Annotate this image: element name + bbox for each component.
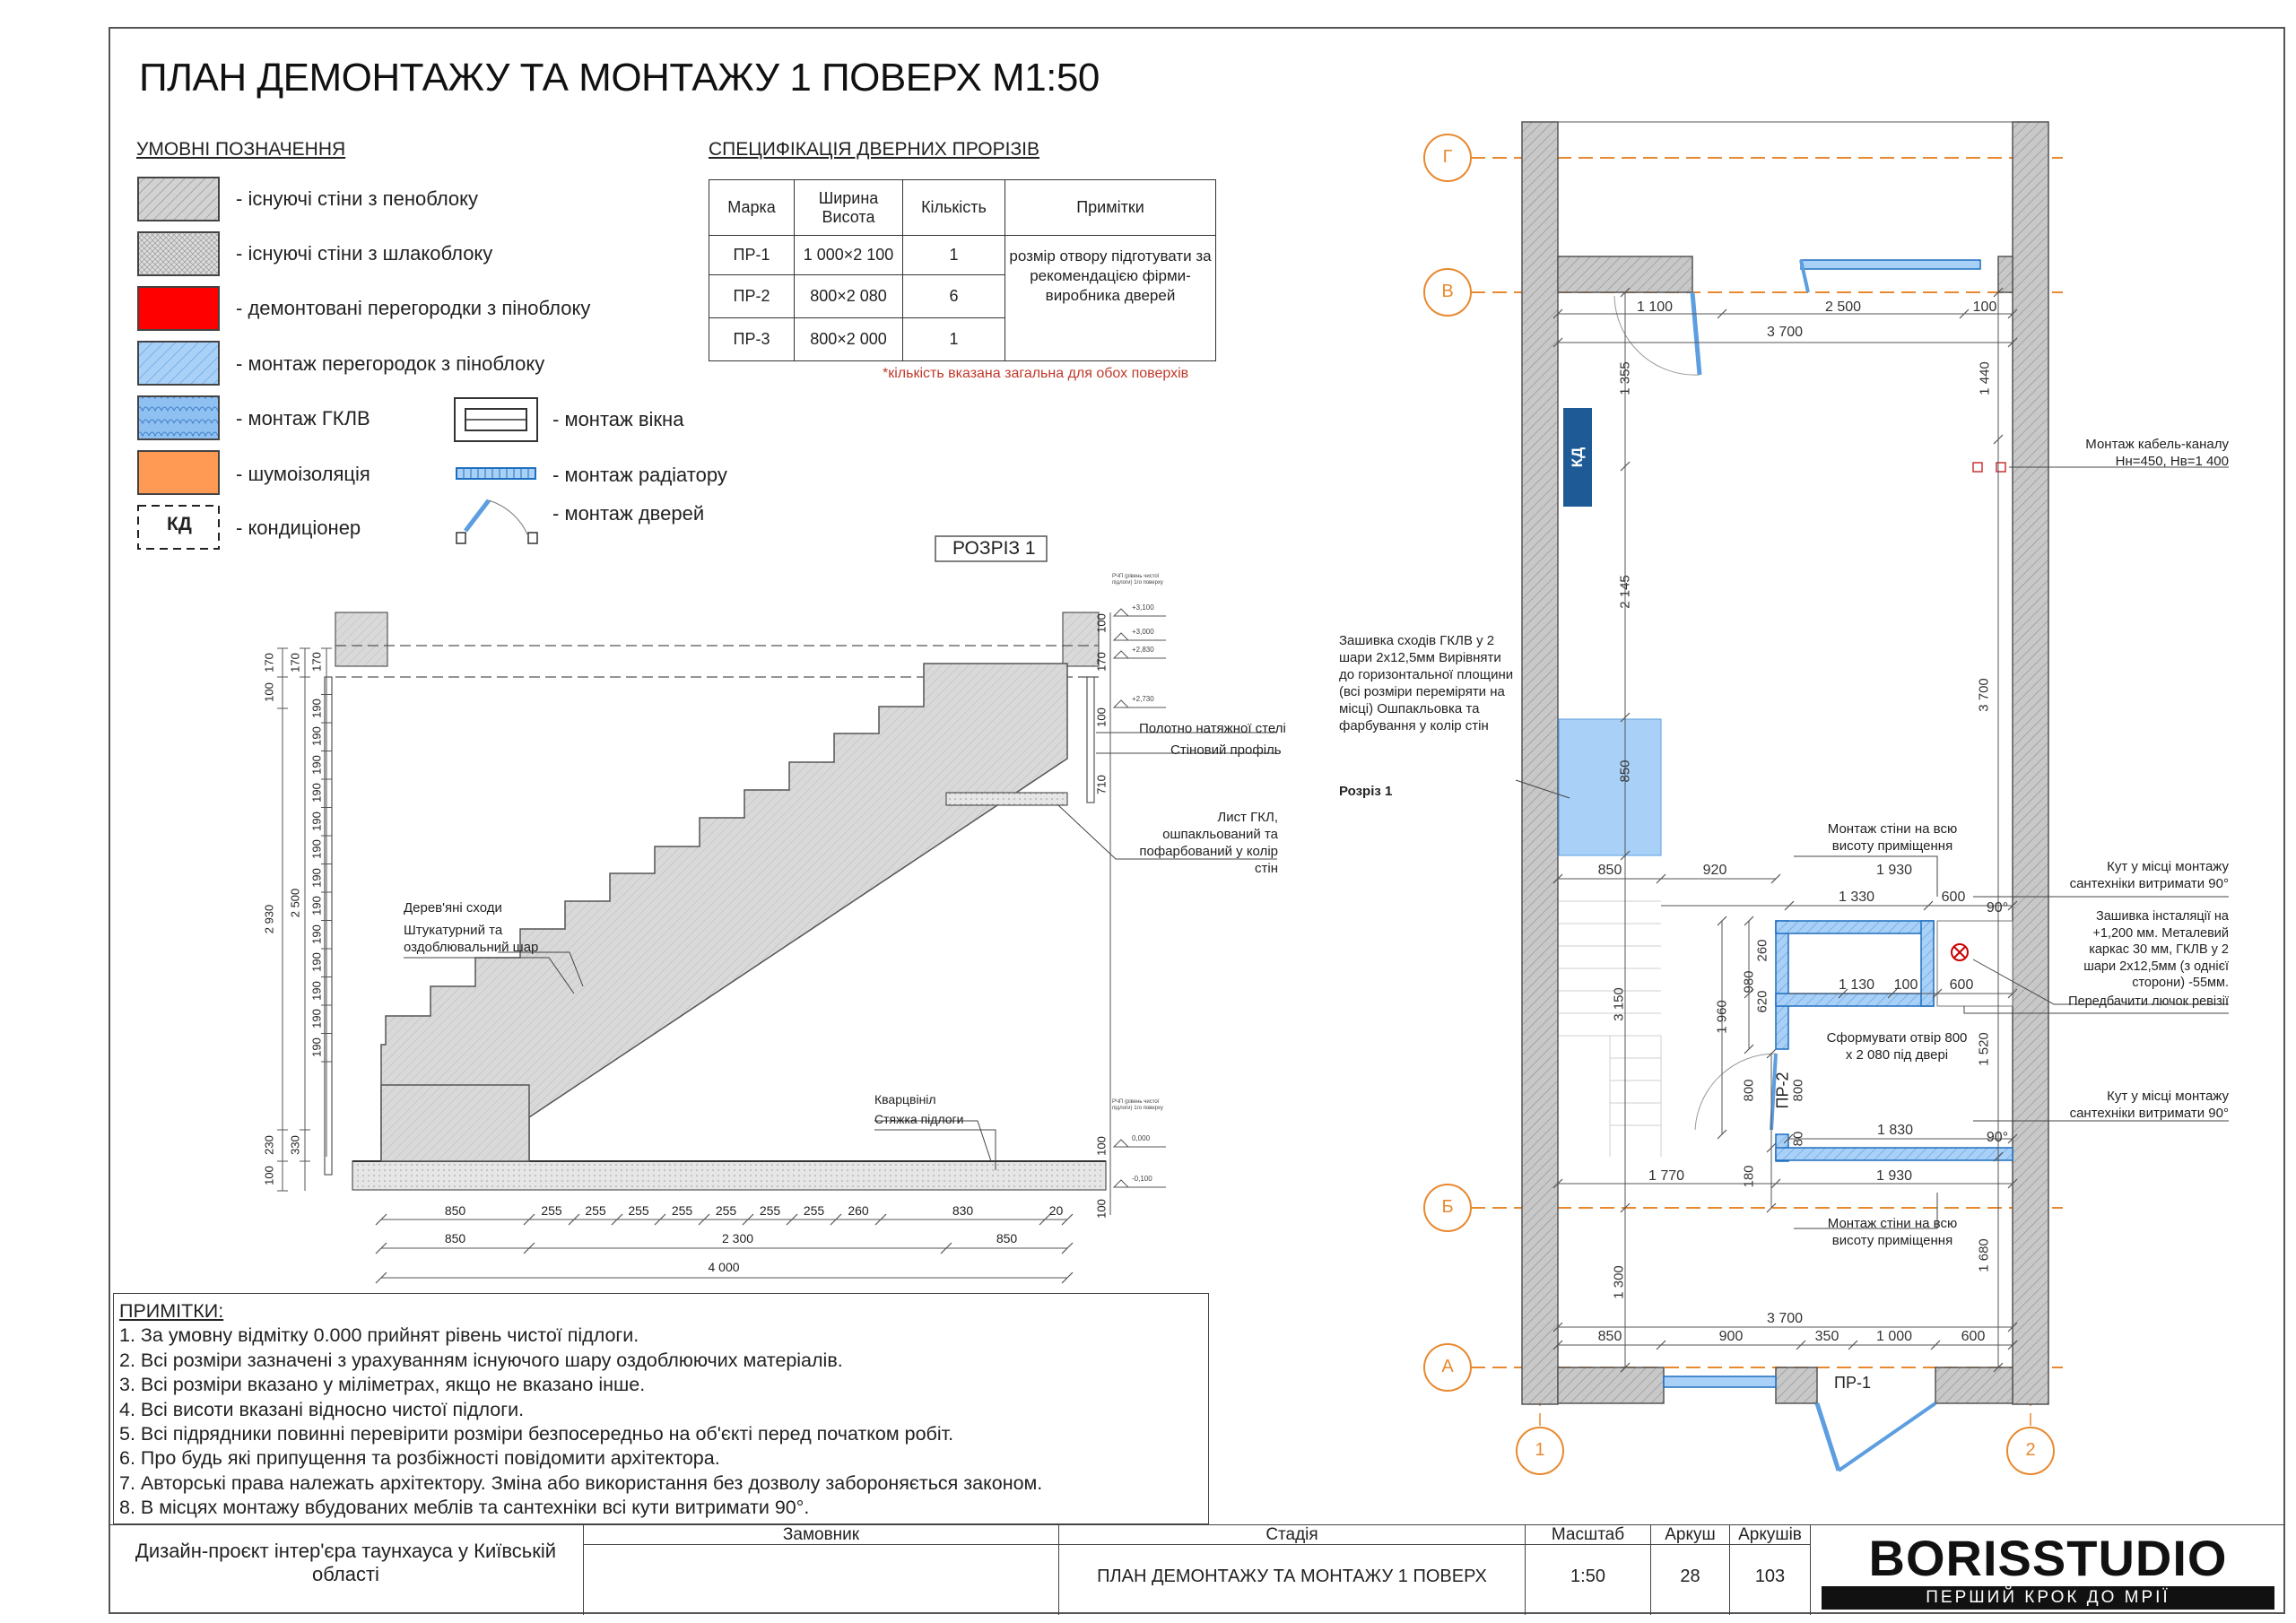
tb-sheet-label: Аркуш bbox=[1651, 1525, 1730, 1545]
note-line: 2. Всі розміри зазначені з урахуванням існуючого шару оздоблюючих матеріалів. bbox=[119, 1349, 843, 1371]
plan-dim: 3 700 bbox=[1976, 678, 1992, 712]
axis-row-label: Б bbox=[1441, 1197, 1454, 1217]
spec-size: 1 000×2 100 bbox=[795, 236, 903, 275]
tb-sheets: 103 bbox=[1730, 1545, 1811, 1615]
plan-dim: 850 bbox=[1597, 1329, 1622, 1344]
note-stairs-cladding: Зашивка сходів ГКЛВ у 2 шари 2х12,5мм Вирівняти до горизонтальної площини (всі розміри переміряти на місці) Ошпакльовка та фарбування у колір стін bbox=[1339, 633, 1514, 733]
level-label: 0,000 bbox=[1132, 1134, 1151, 1142]
label-ceiling: Полотно натяжної стелі bbox=[1139, 721, 1286, 736]
note-door-opening: Сформувати отвір 800 х 2 080 під двері bbox=[1826, 1030, 1968, 1063]
spec-footnote: *кількість вказана загальна для обох поверхів bbox=[883, 366, 1189, 381]
plan-dim: 90° bbox=[1986, 900, 2009, 916]
dim-label: 170 bbox=[262, 653, 276, 673]
plan-dim: 1 300 bbox=[1611, 1265, 1627, 1299]
legend-item-soundproof: - шумоізоляція bbox=[236, 463, 370, 485]
label-screed: Стяжка підлоги bbox=[874, 1112, 964, 1126]
label-vinyl: Кварцвініл bbox=[874, 1092, 936, 1107]
wall-left bbox=[1522, 122, 1558, 1404]
plan-dim: 600 bbox=[1961, 1329, 1986, 1344]
dim-label: 255 bbox=[715, 1203, 737, 1218]
plan-dim: 850 bbox=[1597, 863, 1622, 878]
title-block bbox=[109, 1524, 2285, 1614]
plan-dim: 90° bbox=[1986, 1130, 2009, 1145]
level-label: +3,000 bbox=[1132, 628, 1154, 636]
tb-stage-label: Стадія bbox=[1059, 1525, 1526, 1545]
plan-dim: 100 bbox=[1972, 299, 1997, 315]
dim-label: 830 bbox=[952, 1203, 974, 1218]
dim-label: 170 bbox=[309, 652, 324, 672]
dim-label: 100 bbox=[262, 682, 276, 702]
tiny-level-label: РЧП (рівень чистої підлоги) 1го поверху bbox=[1112, 574, 1163, 586]
plan-dim: 980 bbox=[1741, 970, 1757, 994]
label-plaster: Штукатурний та оздоблювальний шар bbox=[404, 923, 539, 955]
label-gkl: Лист ГКЛ, ошпакльований та пофарбований у колір стін bbox=[1139, 810, 1278, 876]
tb-sheet: 28 bbox=[1651, 1545, 1730, 1615]
ac-code: КД bbox=[167, 514, 192, 534]
ac-label: КД bbox=[1569, 447, 1586, 468]
note-line: 1. За умовну відмітку 0.000 прийнят рівень чистої підлоги. bbox=[119, 1324, 639, 1347]
wall-g-right bbox=[1998, 256, 2013, 292]
tb-project: Дизайн-проєкт інтер'єра таунхауса у Київській області bbox=[109, 1525, 584, 1615]
dim-label: 190 bbox=[309, 811, 324, 831]
note-stairs-ref: Розріз 1 bbox=[1339, 784, 1393, 799]
note-line: 5. Всі підрядники повинні перевірити розміри безпосередньо на об'єкті перед початком робіт. bbox=[119, 1423, 954, 1445]
dim-label: 100 bbox=[1094, 613, 1109, 633]
note-corner-angle: Кут у місці монтажу сантехніки витримати 90° bbox=[2069, 859, 2229, 891]
plan-dim: 1 440 bbox=[1977, 361, 1993, 395]
dim-label: 190 bbox=[309, 1037, 324, 1057]
spec-count: 1 bbox=[903, 236, 1005, 275]
dim-label: 850 bbox=[444, 1231, 466, 1245]
level-label: +3,100 bbox=[1132, 603, 1154, 612]
plan-dim: 1 770 bbox=[1648, 1168, 1685, 1184]
dim-label: 190 bbox=[309, 952, 324, 972]
note-cable-heights: Hн=450, Hв=1 400 bbox=[2115, 454, 2229, 469]
spec-heading: СПЕЦИФІКАЦІЯ ДВЕРНИХ ПРОРІЗІВ bbox=[709, 139, 1039, 160]
dim-label: 190 bbox=[309, 698, 324, 718]
dim-label: 710 bbox=[1094, 775, 1109, 794]
dim-label: 255 bbox=[628, 1203, 649, 1218]
dim-label: 850 bbox=[444, 1203, 466, 1218]
legend-item-foam: - існуючі стіни з пеноблоку bbox=[236, 187, 479, 210]
level-label: +2,830 bbox=[1132, 646, 1154, 654]
plan-dim: 1 680 bbox=[1976, 1238, 1992, 1272]
stair-cladding bbox=[1559, 719, 1661, 855]
dim-label: 255 bbox=[803, 1203, 825, 1218]
dim-label: 100 bbox=[262, 1166, 276, 1185]
plan-dim: 2 500 bbox=[1824, 299, 1862, 315]
door-mark-pr2: ПР-2 bbox=[1773, 1072, 1792, 1109]
spec-note-text: розмір отвору підготувати за рекомендацією фірми-виробника дверей bbox=[1005, 236, 1216, 361]
tb-customer-value bbox=[584, 1545, 1059, 1615]
plan-dim: 80 bbox=[1790, 1131, 1806, 1147]
spec-mark: ПР-2 bbox=[709, 275, 795, 318]
wall-a-1 bbox=[1558, 1367, 1664, 1403]
dim-label: 2 300 bbox=[721, 1231, 754, 1245]
plan-dim: 920 bbox=[1702, 863, 1727, 878]
legend-heading: УМОВНІ ПОЗНАЧЕННЯ bbox=[136, 139, 346, 160]
plan-dim: 1 520 bbox=[1976, 1032, 1992, 1066]
dim-label: 190 bbox=[309, 726, 324, 746]
plan-dim: 600 bbox=[1941, 890, 1966, 905]
axis-row-label: А bbox=[1441, 1357, 1454, 1376]
dim-label: 100 bbox=[1094, 1199, 1109, 1219]
brand-slogan: ПЕРШИЙ КРОК ДО МРІЇ bbox=[1822, 1586, 2274, 1610]
dim-label: 190 bbox=[309, 1009, 324, 1028]
note-cable-channel: Монтаж кабель-каналу bbox=[2085, 437, 2229, 452]
dim-label: 190 bbox=[309, 924, 324, 944]
dim-label: 170 bbox=[1094, 652, 1109, 672]
note-line: 8. В місцях монтажу вбудованих меблів та сантехніки всі кути витримати 90°. bbox=[119, 1497, 810, 1519]
wall-g-left bbox=[1558, 256, 1692, 292]
label-profile: Стіновий профіль bbox=[1170, 742, 1282, 758]
dim-label: 255 bbox=[759, 1203, 781, 1218]
note-wall-full-height: Монтаж стіни на всю висоту приміщення bbox=[1827, 1216, 1958, 1248]
plan-dim: 900 bbox=[1718, 1329, 1744, 1344]
plan-dim: 1 330 bbox=[1838, 890, 1875, 905]
legend-item-ac: - кондиціонер bbox=[236, 516, 361, 539]
window-bottom bbox=[1664, 1376, 1776, 1387]
plan-dim: 180 bbox=[1741, 1165, 1757, 1188]
spec-size: 800×2 080 bbox=[795, 275, 903, 318]
axis-row-label: В bbox=[1441, 282, 1454, 301]
door-pr2 bbox=[1695, 1054, 1776, 1130]
axis-col-label: 2 bbox=[2025, 1440, 2036, 1460]
sheet-title: ПЛАН ДЕМОНТАЖУ ТА МОНТАЖУ 1 ПОВЕРХ М1:50 bbox=[139, 56, 1100, 100]
tb-scale-label: Масштаб bbox=[1526, 1525, 1651, 1545]
plan-dim: 1 355 bbox=[1617, 361, 1633, 395]
tb-drawing-name: ПЛАН ДЕМОНТАЖУ ТА МОНТАЖУ 1 ПОВЕРХ bbox=[1059, 1545, 1526, 1615]
spec-mark: ПР-1 bbox=[709, 236, 795, 275]
dim-label: 255 bbox=[671, 1203, 693, 1218]
plan-dim: 350 bbox=[1814, 1329, 1839, 1344]
spec-count: 6 bbox=[903, 275, 1005, 318]
section-title: РОЗРІЗ 1 bbox=[952, 538, 1036, 559]
notes-heading: ПРИМІТКИ: bbox=[119, 1300, 224, 1322]
dim-total: 4 000 bbox=[708, 1260, 740, 1274]
spec-col-count: Кількість bbox=[903, 180, 1005, 236]
note-installation-cladding: Зашивка інсталяції на +1,200 мм. Металевий каркас 30 мм, ГКЛВ у 2 шари 2х12,5мм (з однієї сторони) -55мм. bbox=[2083, 909, 2229, 990]
level-label: -0,100 bbox=[1132, 1175, 1152, 1183]
dim-label: 100 bbox=[1094, 707, 1109, 727]
stairs-outline bbox=[1559, 879, 1661, 1157]
tb-sheets-label: Аркушів bbox=[1730, 1525, 1811, 1545]
axis-bubbles bbox=[1424, 135, 2054, 1474]
note-revision-hatch: Передбачити лючок ревізії bbox=[2068, 994, 2229, 1009]
axis-col-label: 1 bbox=[1535, 1440, 1545, 1460]
label-stairs: Дерев'яні сходи bbox=[404, 900, 502, 916]
dim-label: 255 bbox=[585, 1203, 606, 1218]
plan-dim: 800 bbox=[1741, 1079, 1757, 1102]
plan-dim: 1 130 bbox=[1838, 977, 1875, 993]
plan-dim: 3 150 bbox=[1611, 987, 1627, 1021]
tiny-level-label: РЧП (рівень чистої підлоги) 1го поверху bbox=[1112, 1099, 1163, 1111]
spec-col-notes: Примітки bbox=[1005, 180, 1216, 236]
legend-item-demolished: - демонтовані перегородки з піноблоку bbox=[236, 297, 591, 319]
dim-label: 230 bbox=[262, 1135, 276, 1155]
spec-col-mark: Марка bbox=[709, 180, 795, 236]
spec-col-size: Ширина Висота bbox=[795, 180, 903, 236]
plan-dim: 260 bbox=[1754, 939, 1770, 962]
plan-dim: 2 145 bbox=[1617, 575, 1633, 609]
dim-label: 2 930 bbox=[262, 904, 276, 934]
tb-customer-label: Замовник bbox=[584, 1525, 1059, 1545]
cable-channel-icon bbox=[1973, 463, 1982, 472]
dim-label: 190 bbox=[309, 867, 324, 888]
dim-label: 190 bbox=[309, 754, 324, 775]
dim-label: 2 500 bbox=[288, 888, 302, 918]
dim-label: 170 bbox=[288, 653, 302, 673]
dim-label: 850 bbox=[996, 1231, 1018, 1245]
spec-count: 1 bbox=[903, 318, 1005, 361]
dim-label: 190 bbox=[309, 980, 324, 1001]
plan-dim: 800 bbox=[1790, 1079, 1806, 1102]
dim-label: 255 bbox=[541, 1203, 562, 1218]
dim-label: 20 bbox=[1048, 1203, 1064, 1218]
wall-a-3 bbox=[1935, 1367, 2013, 1403]
plan-dim: 1 930 bbox=[1875, 1168, 1913, 1184]
level-label: +2,730 bbox=[1132, 695, 1154, 703]
note-wall-full-height: Монтаж стіни на всю висоту приміщення bbox=[1827, 821, 1958, 854]
door-mark-pr1: ПР-1 bbox=[1834, 1374, 1871, 1392]
plan-dim: 600 bbox=[1949, 977, 1974, 993]
tb-scale: 1:50 bbox=[1526, 1545, 1651, 1615]
plan-dim: 620 bbox=[1754, 990, 1770, 1013]
spec-size: 800×2 000 bbox=[795, 318, 903, 361]
note-line: 3. Всі розміри вказано у міліметрах, якщо не вказано інше. bbox=[119, 1374, 646, 1396]
window-top bbox=[1801, 260, 1980, 269]
wall-right bbox=[2013, 122, 2048, 1404]
dim-label: 100 bbox=[1094, 1136, 1109, 1156]
legend-item-new-partition: - монтаж перегородок з піноблоку bbox=[236, 352, 545, 375]
note-line: 7. Авторські права належать архітектору. Зміна або використання без дозволу забороняється законом. bbox=[119, 1471, 1043, 1494]
spec-mark: ПР-3 bbox=[709, 318, 795, 361]
dim-label: 190 bbox=[309, 896, 324, 916]
legend-item-door: - монтаж дверей bbox=[552, 502, 705, 525]
dim-label: 190 bbox=[309, 783, 324, 803]
brand-logo: BORISSTUDIO bbox=[1868, 1530, 2228, 1586]
legend-item-gklv: - монтаж ГКЛВ bbox=[236, 407, 370, 430]
plan-dim: 1 000 bbox=[1875, 1329, 1913, 1344]
general-notes bbox=[113, 1293, 1209, 1524]
note-line: 6. Про будь які припущення та розбіжності повідомити архітектора. bbox=[119, 1447, 720, 1470]
wall-a-2 bbox=[1776, 1367, 1817, 1403]
plan-dim: 3 700 bbox=[1766, 325, 1804, 340]
door-pr1 bbox=[1817, 1403, 1935, 1471]
plan-dim: 1 830 bbox=[1876, 1123, 1914, 1138]
dim-label: 190 bbox=[309, 839, 324, 859]
plan-dim: 850 bbox=[1617, 759, 1633, 783]
legend-item-slag: - існуючі стіни з шлакоблоку bbox=[236, 242, 493, 265]
plan-dim: 1 960 bbox=[1714, 1000, 1730, 1034]
legend-item-window: - монтаж вікна bbox=[552, 408, 684, 430]
dim-label: 260 bbox=[848, 1203, 869, 1218]
dim-label: 330 bbox=[288, 1135, 302, 1155]
plan-dim: 1 930 bbox=[1875, 863, 1913, 878]
axis-row-label: Г bbox=[1442, 147, 1453, 167]
plan-dim: 100 bbox=[1893, 977, 1918, 993]
note-line: 4. Всі висоти вказані відносно чистої підлоги. bbox=[119, 1398, 525, 1420]
legend-item-radiator: - монтаж радіатору bbox=[552, 464, 727, 486]
plan-dim: 3 700 bbox=[1766, 1311, 1804, 1326]
note-corner-angle: Кут у місці монтажу сантехніки витримати 90° bbox=[2069, 1089, 2229, 1121]
plan-dim: 1 100 bbox=[1636, 299, 1674, 315]
